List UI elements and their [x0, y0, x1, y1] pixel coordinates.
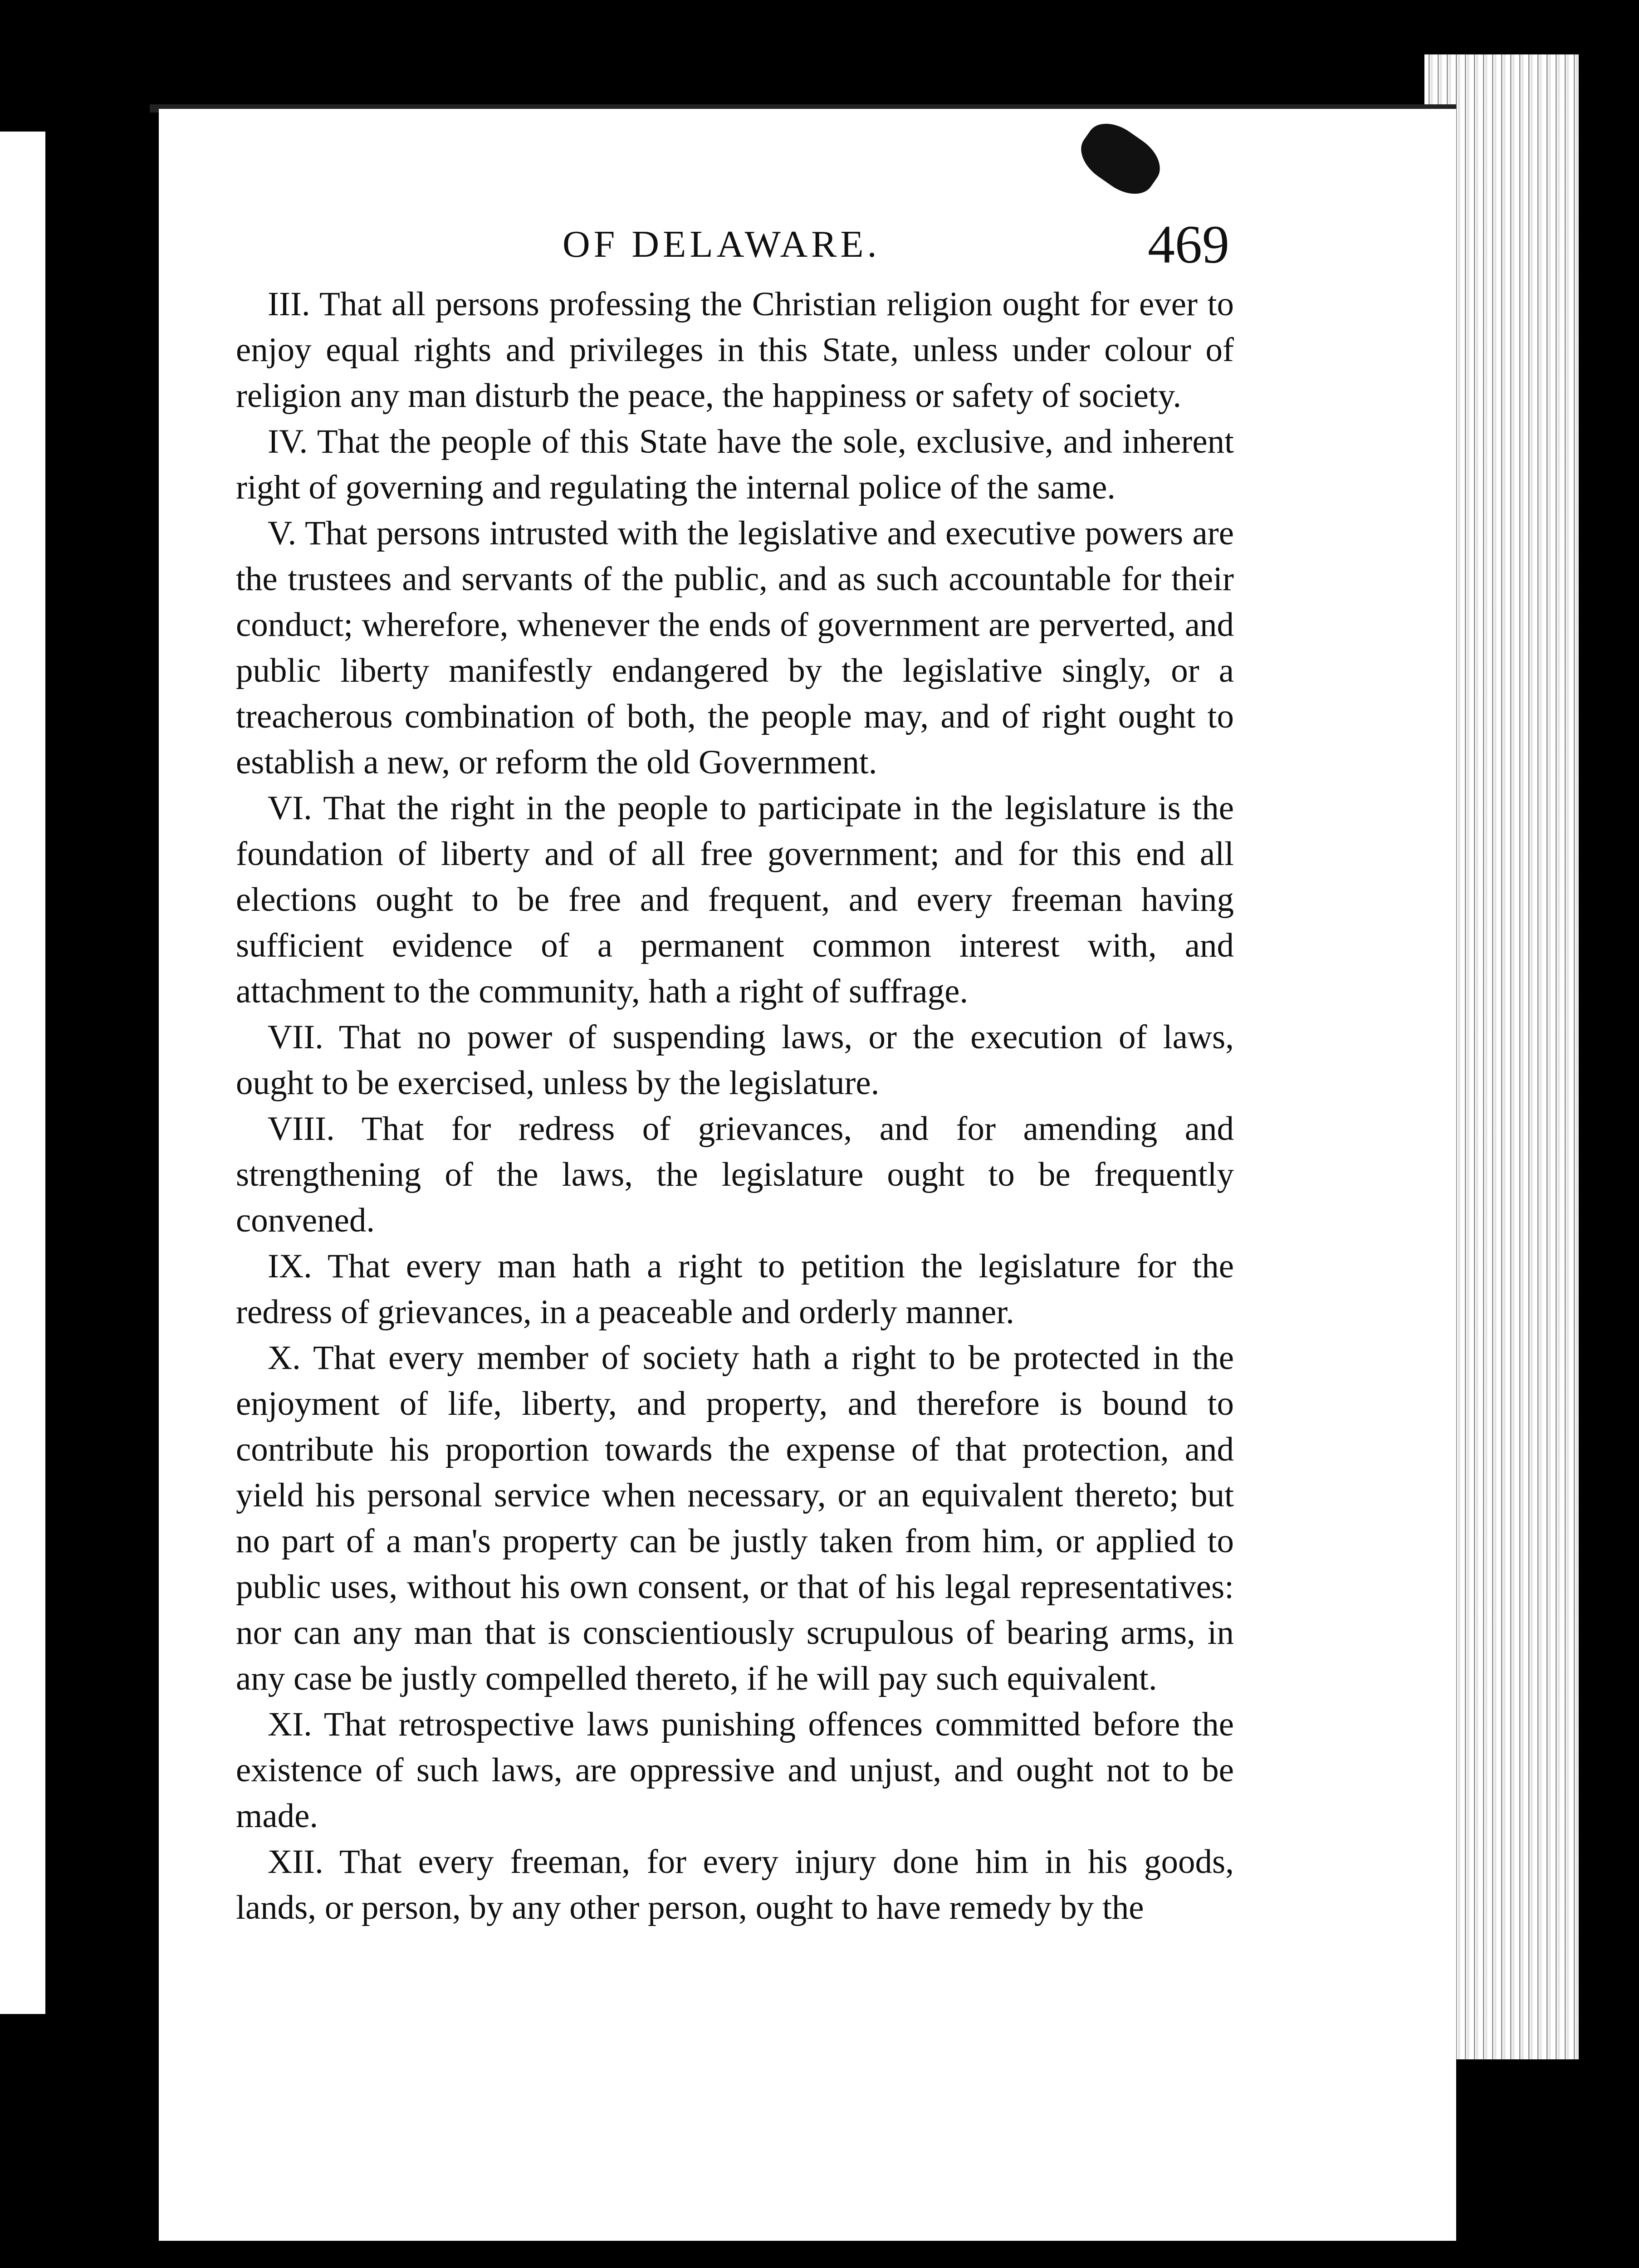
section-paragraph: XII. That every freeman, for every injury done him in his goods, lands, or person, by any other person, ought to have remedy by the: [236, 1843, 1234, 1926]
page-number: 469: [1148, 214, 1229, 274]
section-paragraph: III. That all persons professing the Christian religion ought for ever to enjoy equal rights and privileges in this State, unless under colour of religion any man disturb the peace, the happiness or safety of society.: [236, 285, 1234, 415]
section-paragraph: V. That persons intrusted with the legislative and executive powers are the trustees and servants of the public, and as such accountable for their conduct; wherefore, whenever the ends of government are perverted, and public liberty manifestly endangered by the legislative singly, or a treacherous combination of both, the people may, and of right ought to establish a new, or reform the old Government.: [236, 514, 1234, 781]
previous-page-edge: [0, 132, 45, 2014]
section-paragraph: VI. That the right in the people to participate in the legislature is the foundation of liberty and of all free government; and for this end all elections ought to be free and frequent, and every freeman having sufficient evidence of a permanent common interest with, and attachment to the community, hath a right of suffrage.: [236, 789, 1234, 1010]
section-paragraph: VIII. That for redress of grievances, and for amending and strengthening of the laws, the legislature ought to be frequently convened.: [236, 1110, 1234, 1239]
section-paragraph: IX. That every man hath a right to petition the legislature for the redress of grievances, in a peaceable and orderly manner.: [236, 1247, 1234, 1331]
section-paragraph: XI. That retrospective laws punishing offences committed before the existence of such laws, are oppressive and unjust, and ought not to be made.: [236, 1706, 1234, 1835]
running-head: OF DELAWARE.: [563, 223, 881, 265]
body-text: [236, 281, 1234, 1931]
section-paragraph: IV. That the people of this State have the sole, exclusive, and inherent right of governing and regulating the internal police of the same.: [236, 423, 1234, 506]
section-paragraph: X. That every member of society hath a right to be protected in the enjoyment of life, liberty, and property, and therefore is bound to contribute his proportion towards the expense of that protection, and yield his personal service when necessary, or an equivalent thereto; but no part of a man's property can be justly taken from him, or applied to public uses, without his own consent, or that of his legal representatives: nor can any man that is conscientiously scrupulous of bearing arms, in any case be justly compelled thereto, if he will pay such equivalent.: [236, 1339, 1234, 1697]
section-paragraph: VII. That no power of suspending laws, or the execution of laws, ought to be exercised, unless by the legislature.: [236, 1018, 1234, 1102]
